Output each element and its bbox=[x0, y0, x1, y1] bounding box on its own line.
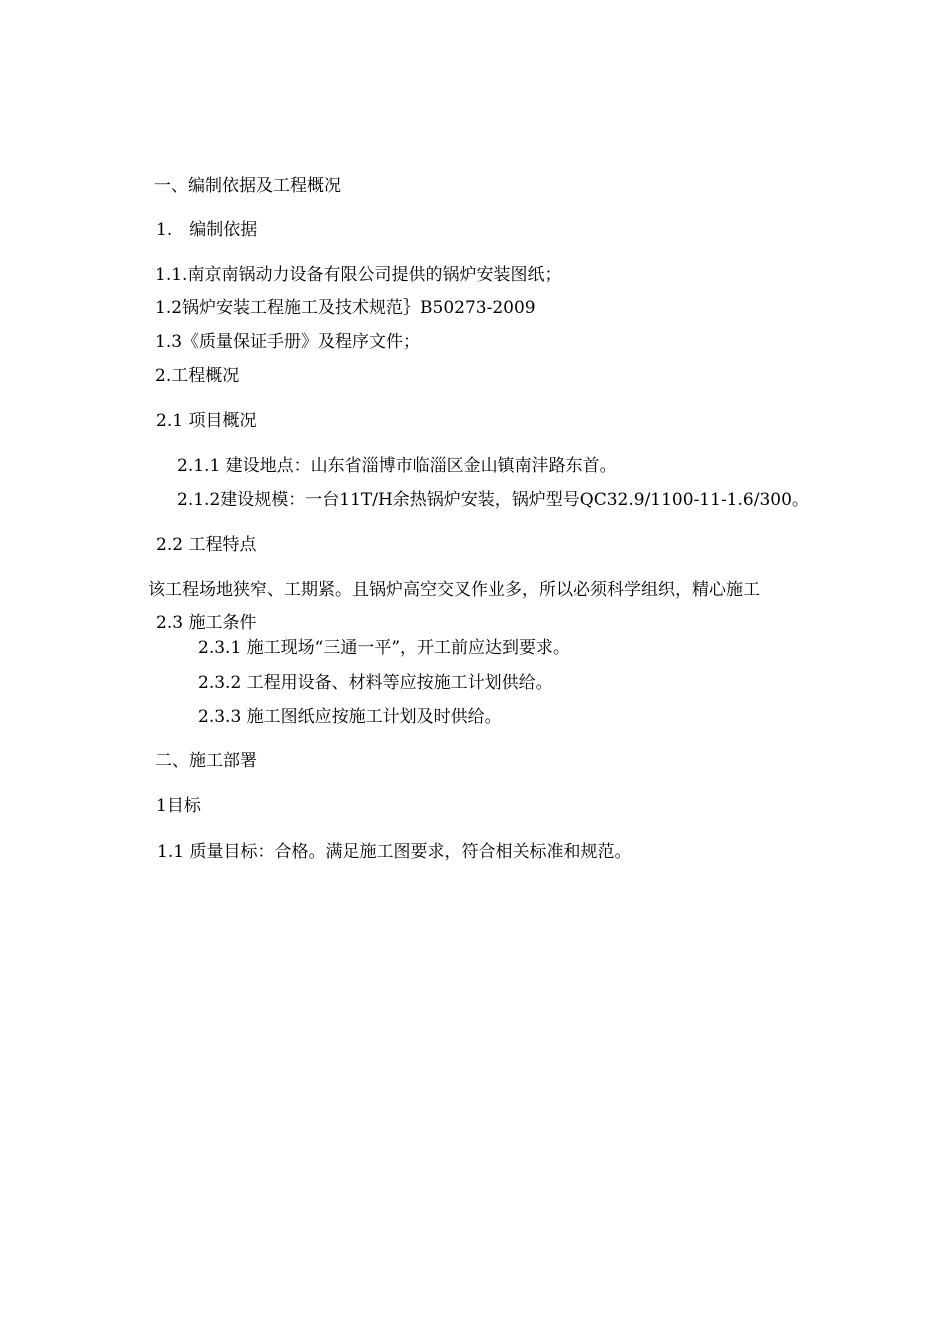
condition-item-2: 2.3.2 工程用设备、材料等应按施工计划供给。 bbox=[198, 673, 553, 693]
quality-goal: 1.1 质量目标：合格。满足施工图要求，符合相关标准和规范。 bbox=[157, 842, 632, 862]
project-location: 2.1.1 建设地点：山东省淄博市临淄区金山镇南沣路东首。 bbox=[177, 456, 617, 476]
basis-item-3: 1.3《质量保证手册》及程序文件； bbox=[155, 332, 421, 352]
subsection-heading-goal: 1目标 bbox=[156, 796, 201, 816]
condition-item-3: 2.3.3 施工图纸应按施工计划及时供给。 bbox=[198, 707, 502, 727]
subsection-heading-basis: 1. 编制依据 bbox=[156, 220, 258, 240]
condition-item-1: 2.3.1 施工现场“三通一平”，开工前应达到要求。 bbox=[198, 638, 571, 658]
section-heading-2: 二、施工部署 bbox=[155, 751, 257, 771]
basis-item-1: 1.1.南京南锅动力设备有限公司提供的锅炉安装图纸； bbox=[155, 265, 562, 285]
basis-item-2: 1.2锅炉安装工程施工及技术规范｝B50273-2009 bbox=[155, 298, 536, 318]
features-paragraph: 该工程场地狭窄、工期紧。且锅炉高空交叉作业多，所以必须科学组织，精心施工 bbox=[148, 580, 760, 600]
project-scale: 2.1.2建设规模：一台11T/H余热锅炉安装，锅炉型号QC32.9/1100-11-1.6/300。 bbox=[177, 490, 809, 510]
section-heading-1: 一、编制依据及工程概况 bbox=[154, 176, 341, 196]
subsection-heading-project: 2.1 项目概况 bbox=[156, 411, 257, 431]
subsection-heading-features: 2.2 工程特点 bbox=[156, 535, 257, 555]
subsection-heading-conditions: 2.3 施工条件 bbox=[156, 613, 257, 633]
subsection-heading-overview: 2.工程概况 bbox=[155, 366, 240, 386]
